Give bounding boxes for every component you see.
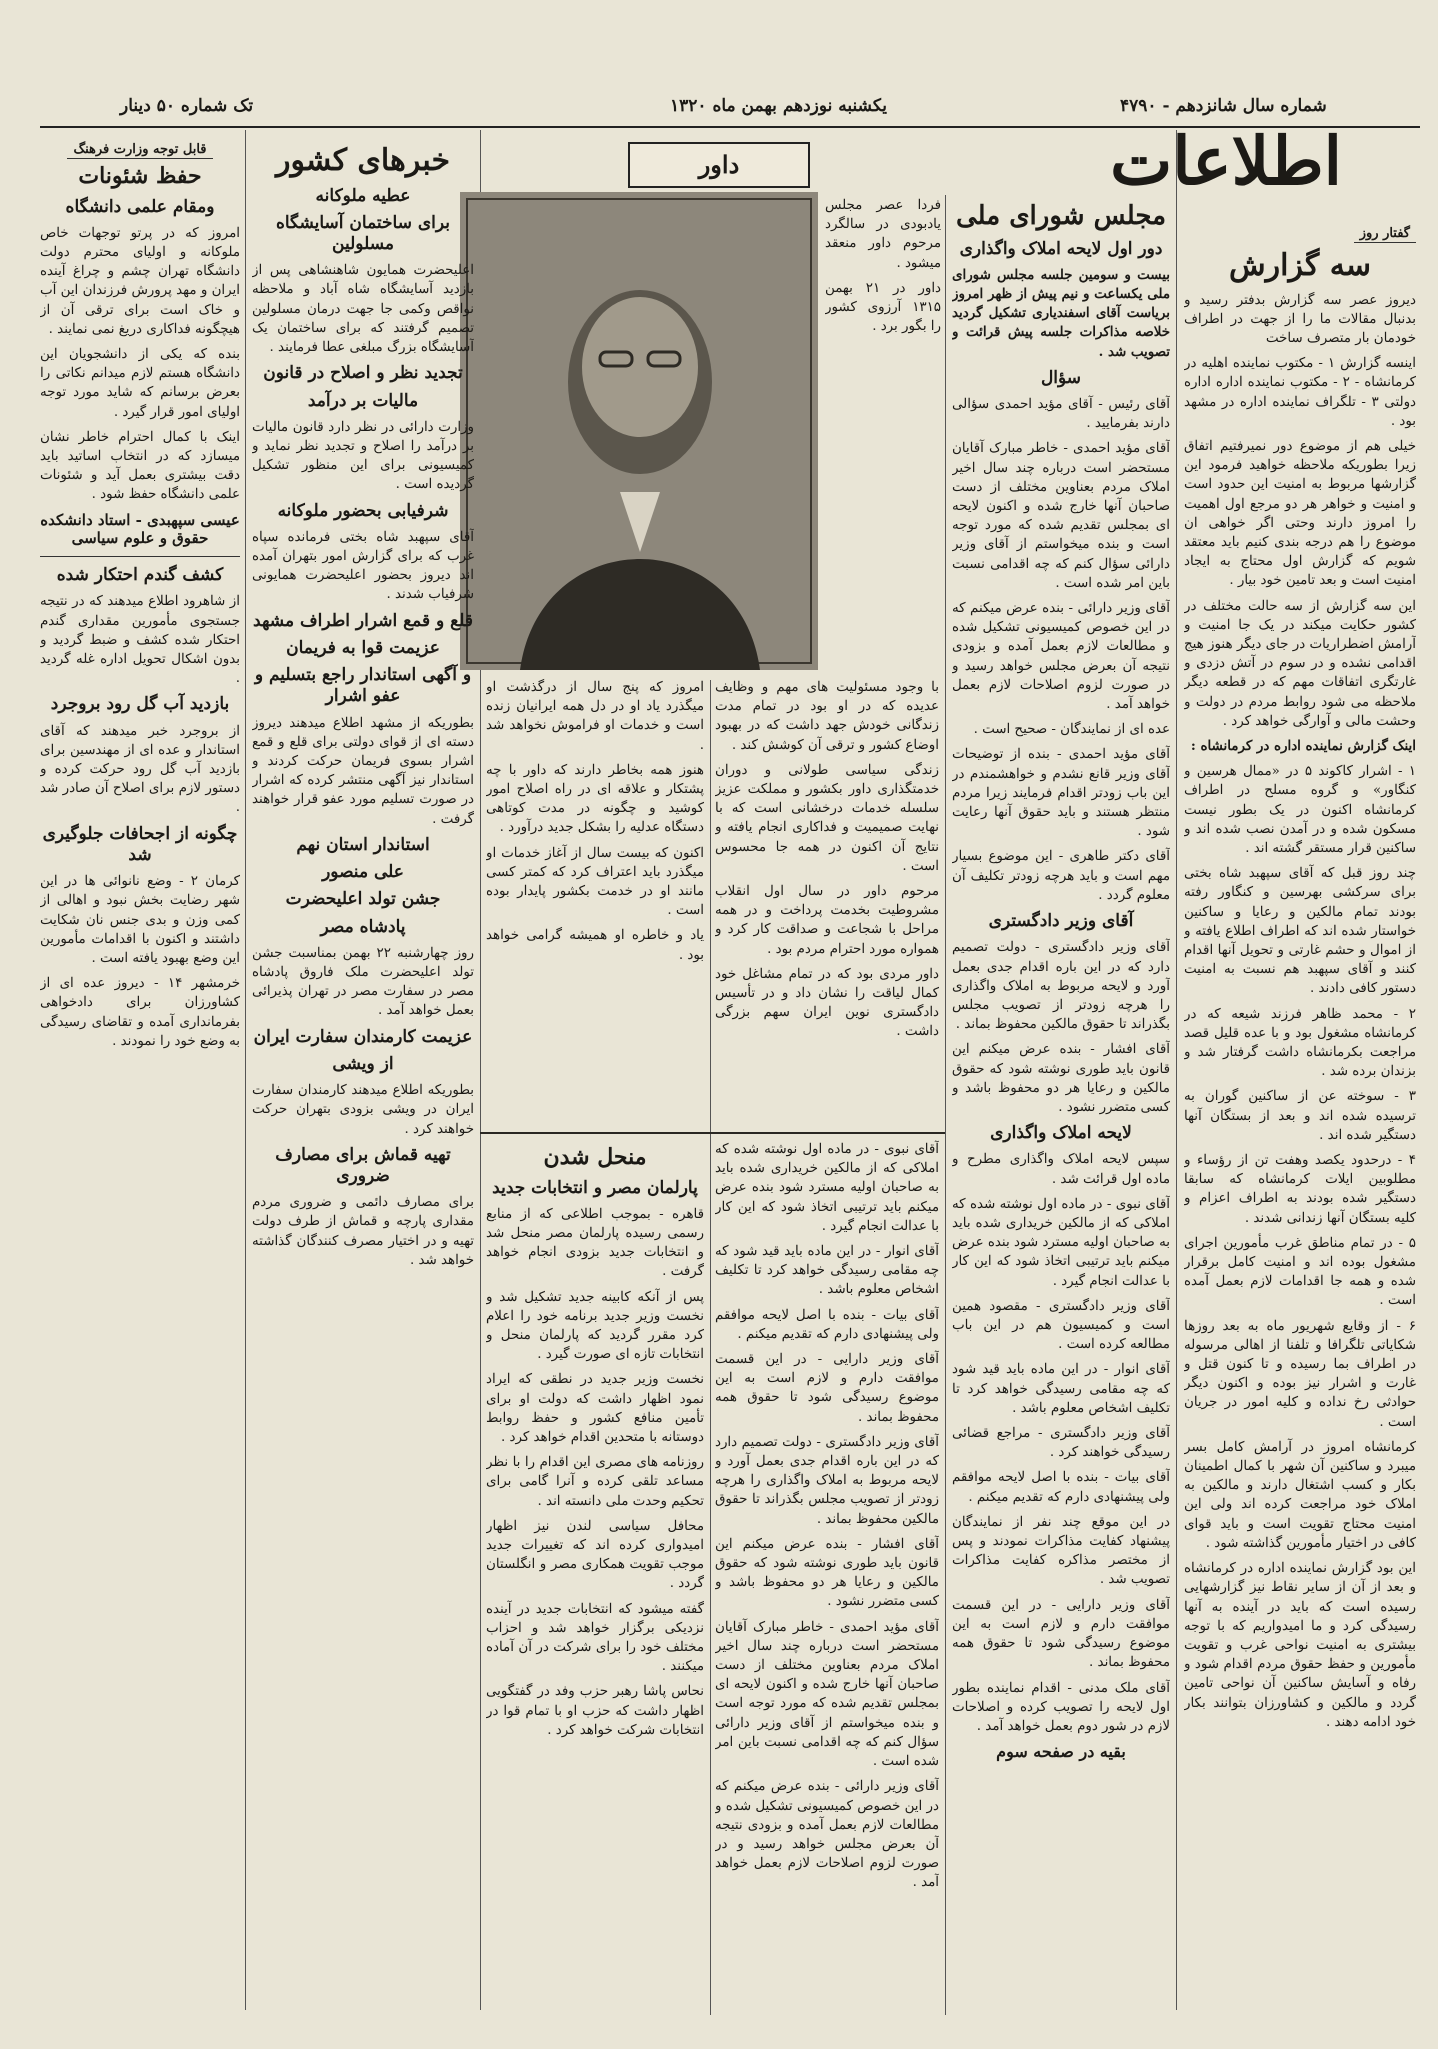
davar-box-title: داور <box>628 142 810 188</box>
paragraph: ۳ - سوخته عن از ساکنین گوران به ترسیده شده اند و بعد از بستگان آنها دستگیر شده اند . <box>1184 1089 1416 1143</box>
paragraph: قاهره - بموجب اطلاعی که از منابع رسمی رسیده پارلمان مصر منحل شد و انتخابات جدید بزودی انجام خواهد گرفت . <box>486 1206 704 1280</box>
paragraph: آقای مؤید احمدی - بنده از توضیحات آقای وزیر قانع نشدم و خواهشمندم در این باب زودتر اقدام فرمایند زیرا مردم منتظر هستند و باید حقوق آنها رعایت شود . <box>952 747 1170 840</box>
section-heading: لایحه املاک واگذاری <box>990 1123 1132 1144</box>
paragraph: بنده که یکی از دانشجویان این دانشگاه هستم لازم میدانم نکاتی را بعرض برسانم که شاید مورد توجه اولیای امور قرار گیرد . <box>40 346 240 420</box>
continued-note: بقیه در صفحه سوم <box>996 1742 1126 1762</box>
paragraph: مرحوم داور در سال اول انقلاب مشروطیت بخدمت پرداخت و در همه مراحل با شجاعت و صداقت کار کرد و همواره مورد احترام مردم بود . <box>715 884 939 957</box>
paragraph: ۴ - درحدود یکصد وهفت تن از رؤساء و مطلوبین ایلات کرمانشاه که سابقا دستگیر شده بودند به اطراف اعزام و کلیه بستگان آنها زندانی شدند . <box>1184 1153 1416 1226</box>
paragraph: ۵ - در تمام مناطق غرب مأمورین اجرای مشغول بوده اند و امنیت کامل برقرار شده و همه جا اقدامات لازم بعمل آمده است . <box>1184 1235 1416 1309</box>
issue-price: تک شماره ۵۰ دینار <box>120 96 254 116</box>
column-divider <box>710 680 711 2015</box>
portrait-photo <box>460 192 818 670</box>
column-divider <box>1176 130 1177 2010</box>
news-headline: جشن تولد اعلیحضرت <box>285 889 441 910</box>
paragraph: آقای ملک مدنی - اقدام نماینده بطور اول لایحه را تصویب کرده و اصلاحات لازم در شور دوم بعمل خواهد آمد . <box>952 1680 1170 1734</box>
section-heading: سؤال <box>1040 367 1082 388</box>
paragraph: دیروز عصر سه گزارش بدفتر رسید و بدنبال مقالات ما را از جهت در اطراف خودمان بار متصرف ساخت <box>1184 292 1416 346</box>
paragraph: آقای افشار - بنده عرض میکنم این قانون باید طوری نوشته شود که حقوق مالکین و رعایا هر دو محفوظ باشد و کسی متضرر نشود . <box>715 1536 939 1610</box>
egypt-subtitle: پارلمان مصر و انتخابات جدید <box>492 1177 698 1198</box>
paragraph: سپس لایحه املاک واگذاری مطرح و ماده اول قرائت شد . <box>952 1152 1170 1187</box>
paragraph: آقای رئیس - آقای مؤید احمدی سؤالی دارند بفرمایید . <box>952 397 1170 432</box>
section-heading: آقای وزیر دادگستری <box>988 911 1134 932</box>
photo-caption <box>825 196 941 676</box>
news-headline: کشف گندم احتکار شده <box>56 565 224 586</box>
issue-date: یکشنبه نوزدهم بهمن ماه ۱۳۲۰ <box>670 96 887 116</box>
news-headline: چگونه از اجحافات جلوگیری شد <box>42 823 238 865</box>
paragraph: اعلیحضرت همایون شاهنشاهی پس از بازدید آسایشگاه شاه آباد و ملاحظه نواقص وکمی جا جهت درمان مسلولین تصمیم گرفتند که برای ساختمان یک آسایشگاه بزرگ مبلغی عطا فرمایند . <box>252 263 474 356</box>
portrait-figure <box>460 192 818 670</box>
parliament-title: مجلس شورای ملی <box>955 201 1167 231</box>
paragraph: آقای سپهبد شاه بختی فرمانده سپاه غرب که برای گزارش امور بتهران آمده اند دیروز بحضور اعلیحضرت همایونی شرفیاب شدند . <box>252 529 474 603</box>
paragraph: آقای بیات - بنده با اصل لایحه موافقم ولی پیشنهادی دارم که تقدیم میکنم . <box>952 1470 1170 1505</box>
paragraph: یاد و خاطره او همیشه گرامی خواهد بود . <box>486 928 704 963</box>
culture-column <box>40 138 240 2012</box>
news-headline: عزیمت قوا به فریمان <box>286 637 440 658</box>
paragraph: اینک گزارش نماینده اداره در کرمانشاه : <box>1190 737 1416 754</box>
paragraph: آقای نبوی - در ماده اول نوشته شده که املاکی که از مالکین خریداری شده باید به صاحبان اولیه مسترد شود بنده عرض میکنم باید ترتیبی اتخاذ شود که این کار با عدالت انجام گیرد . <box>952 1196 1170 1289</box>
news-headline: عزیمت کارمندان سفارت ایران <box>253 1026 473 1047</box>
paragraph: آقای نبوی - در ماده اول نوشته شده که املاکی که از مالکین خریداری شده باید به صاحبان اولیه مسترد شود بنده عرض میکنم باید ترتیبی اتخاذ شود که این کار با عدالت انجام گیرد . <box>715 1142 939 1234</box>
culture-title: حفظ شئونات <box>78 163 202 189</box>
paragraph: زندگی سیاسی طولانی و دوران خدمتگذاری داور بکشور و مملکت عزیز سلسله خدمات درخشانی است که با نهایت صمیمیت و فداکاری انجام یافته و نتایج آن اکنون در همه جا محسوس است . <box>715 762 939 874</box>
news-headline: علی منصور <box>322 862 404 883</box>
divider <box>40 556 240 557</box>
paragraph: گفته میشود که انتخابات جدید در آینده نزدیکی برگزار خواهد شد و احزاب مختلف خود را برای شرکت در آن آماده میکنند . <box>486 1601 704 1675</box>
article-signature: عیسی سپهبدی - استاد دانشکده حقوق و علوم سیاسی <box>40 510 240 548</box>
parliament-subtitle: دور اول لایحه املاک واگذاری <box>959 238 1163 259</box>
culture-kicker: قابل توجه وزارت فرهنگ <box>67 141 212 159</box>
paragraph: بطوریکه از مشهد اطلاع میدهند دیروز دسته ای از قوای دولتی برای قلع و قمع اشرار بسوی فریمان حرکت کردند و استاندار نیز آگهی منتشر کرده که اشرار در صورت تسلیم مورد عفو قرار خواهند گرفت . <box>252 715 474 827</box>
news-headline: شرفیابی بحضور ملوکانه <box>277 500 449 521</box>
paragraph: ۲ - محمد ظاهر فرزند شیعه که در کرمانشاه مشغول بود و با عده قلیل قصد مراجعت بکرمانشاه داشت گرفتار شد و بزندان برده شد . <box>1184 1006 1416 1080</box>
paragraph: آقای افشار - بنده عرض میکنم این قانون باید طوری نوشته شود که حقوق مالکین و رعایا هر دو محفوظ باشد و کسی متضرر نشود . <box>952 1042 1170 1115</box>
paragraph: با وجود مسئولیت های مهم و وظایف عدیده که در او بود در تمام مدت زندگانی خودش جهد داشت که در بهبود اوضاع کشور و ترقی آن کوشش کند . <box>715 680 939 753</box>
paragraph: بطوریکه اطلاع میدهند کارمندان سفارت ایران در ویشی بزودی بتهران حرکت خواهند کرد . <box>252 1083 474 1137</box>
paragraph: آقای وزیر دادگستری - دولت تصمیم دارد که در این باره اقدام جدی بعمل آورد و لایحه مربوط به املاک واگذاری را هرچه زودتر از تصویب مجلس بگذراند تا حقوق مالکین محفوظ بماند . <box>715 1434 939 1527</box>
paragraph: محافل سیاسی لندن نیز اظهار امیدواری کرده اند که تغییرات جدید موجب تقویت همکاری مصر و انگلستان گردد . <box>486 1518 704 1592</box>
paragraph: برای مصارف دائمی و ضروری مردم مقداری پارچه و قماش از طرف دولت تهیه و در اختیار مصرف کنندگان گذاشته خواهد شد . <box>252 1195 474 1268</box>
paragraph: آقای وزیر دادگستری - مقصود همین است و کمیسیون هم در این باب مطالعه کرده است . <box>952 1298 1170 1353</box>
paragraph: اکنون که بیست سال از آغاز خدمات او میگذرد باید اعتراف کرد که کمتر کسی مانند او در خدمت بکشور پایدار بوده است . <box>486 845 704 919</box>
paragraph: آقای انوار - در این ماده باید قید شود که چه مقامی رسیدگی خواهد کرد تا تکلیف اشخاص معلوم باشد . <box>952 1362 1170 1416</box>
paragraph: نخست وزیر جدید در نطقی که ایراد نمود اظهار داشت که دولت او برای تأمین منافع کشور و حفظ روابط دوستانه با متحدین اقدام خواهد کرد . <box>486 1372 704 1445</box>
news-headline: تهیه قماش برای مصارف ضروری <box>275 1144 451 1187</box>
paragraph: خرمشهر ۱۴ - دیروز عده ای از کشاورزان برای دادخواهی بفرمانداری آمده و تقاضای رسیدگی به وضع خود را نمودند . <box>40 976 240 1049</box>
news-headline: قلع و قمع اشرار اطراف مشهد <box>253 610 473 631</box>
paragraph: این سه گزارش از سه حالت مختلف در کشور حکایت میکند در یک جا امنیت و آرامش اضطراریات در جای دیگر هنوز هیج اقدامی نشده و در سوم در آتش دزدی و غارتگری اتفاقات مهم که در قطعه دیگر ملاحظه می شود روابط مردم در دولت و وحشت مالی و آوارگی خواهد کرد . <box>1184 598 1416 729</box>
parliament-column <box>952 196 1170 2012</box>
editorial-title: سه گزارش <box>1229 248 1371 283</box>
davar-article-right <box>715 678 939 1130</box>
column-divider <box>245 130 246 2010</box>
paragraph: آقای وزیر دادگستری - دولت تصمیم دارد که در این باره اقدام جدی بعمل آورد و لایحه مربوط به املاک واگذاری را هرچه زودتر از تصویب مجلس بگذراند تا حقوق مالکین محفوظ بماند . <box>952 940 1170 1033</box>
paragraph: آقای انوار - در این ماده باید قید شود که چه مقامی رسیدگی خواهد کرد تا تکلیف اشخاص معلوم باشد . <box>715 1244 939 1298</box>
issue-number: شماره سال شانزدهم - ۴۷۹۰ <box>1120 96 1327 116</box>
paragraph: کرمان ۲ - وضع نانوائی ها در این شهر رضایت بخش نبود و اهالی از کمی وزن و بدی جنس نان شکایت داشتند و اکنون با اقدامات مأمورین این وضع بهبود یافته است . <box>40 874 240 966</box>
paragraph: از شاهرود اطلاع میدهند که در نتیجه جستجوی مأمورین مقداری گندم احتکار شده کشف و ضبط گردید و بدون اشکال تحویل اداره غله گردید . <box>40 594 240 687</box>
paragraph: آقای وزیر دارایی - در این قسمت موافقت دارم و لازم است به این موضوع رسیدگی شود تا حقوق همه محفوظ بماند . <box>952 1597 1170 1671</box>
news-headline: بازدید آب گل رود بروجرد <box>50 694 230 715</box>
paragraph: آقای وزیر دارائی - بنده عرض میکنم که در این خصوص کمیسیونی تشکیل شده و مطالعات لازم بعمل آمده و بزودی نتیجه آن بعرض مجلس خواهد رسید و در صورت لزوم اصلاحات لازم بعمل خواهد آمد . <box>715 1779 939 1891</box>
paragraph: در این موقع چند نفر از نمایندگان پیشنهاد کفایت مذاکرات نمودند و پس از مختصر مذاکره کفایت مذاکرات تصویب شد . <box>952 1514 1170 1588</box>
paragraph: آقای بیات - بنده با اصل لایحه موافقم ولی پیشنهادی دارم که تقدیم میکنم . <box>715 1307 939 1342</box>
caption-text: فردا عصر مجلس یادبودی در سالگرد مرحوم داور منعقد میشود . <box>825 198 941 271</box>
news-headline: و آگهی استاندار راجع بتسلیم و عفو اشرار <box>254 665 472 707</box>
davar-article-left <box>486 678 704 1130</box>
culture-subtitle: ومقام علمی دانشگاه <box>65 196 215 217</box>
paragraph: هنوز همه بخاطر دارند که داور با چه پشتکار و علاقه ای در راه اصلاح امور کوشید و چگونه در مدت کوتاهی دستگاه عدلیه را بشکل جدید درآورد . <box>486 762 704 836</box>
paragraph: آقای وزیر دارایی - در این قسمت موافقت دارم و لازم است به این موضوع رسیدگی شود تا حقوق همه محفوظ بماند . <box>715 1352 939 1425</box>
newspaper-logo: اطلاعات <box>1110 122 1342 200</box>
news-headline: عطیه ملوکانه <box>315 185 411 206</box>
paragraph: روز چهارشنبه ۲۲ بهمن بمناسبت جشن تولد اعلیحضرت ملک فاروق پادشاه مصر در سفارت مصر در تهران پذیرائی بعمل خواهد آمد . <box>252 945 474 1019</box>
paragraph: اینک با کمال احترام خاطر نشان میسازد که در انتخاب اساتید باید دقت بیشتری بعمل آید و شئونات علمی دانشگاه حفظ شود . <box>40 429 240 503</box>
paragraph: چند روز قبل که آقای سپهبد شاه بختی برای سرکشی بهرسین و کنگاور رفته بودند تمام مالکین و رعایا و ساکنین خواستار شده اند که اطراف اطلاع یافته و از اموال و حشم غارتی و تحویل آنها اقدام کنند و آقای سپهبد هم نسبت به امنیت دستور کافی دادند . <box>1184 866 1416 997</box>
paragraph: امروز که در پرتو توجهات خاص ملوکانه و اولیای محترم دولت دانشگاه تهران چشم و چراغ آینده ایران و مهد پرورش فرزندان این آب و خاک است برای ترقی آن از هیچگونه فداکاری دریغ نمی نمایند . <box>40 225 240 337</box>
paragraph: آقای وزیر دارائی - بنده عرض میکنم که در این خصوص کمیسیونی تشکیل شده و مطالعات لازم بعمل آمده و بزودی نتیجه آن بعرض مجلس خواهد رسید و در صورت لزوم اصلاحات لازم بعمل خواهد آمد . <box>952 601 1170 713</box>
country-news-column <box>252 138 474 2012</box>
country-news-title: خبرهای کشور <box>275 143 451 178</box>
paragraph: داور مردی بود که در تمام مشاغل خود کمال لیاقت را نشان داد و در تأسیس دادگستری نوین ایران سهم بزرگی داشت . <box>715 966 939 1040</box>
news-headline: برای ساختمان آسایشگاه مسلولین <box>275 212 451 254</box>
caption-text: داور در ۲۱ بهمن ۱۳۱۵ آرزوی کشور را بگور برد . <box>825 280 941 335</box>
news-headline: مالیات بر درآمد <box>307 390 419 411</box>
paragraph: عده ای از نمایندگان - صحیح است . <box>973 722 1170 738</box>
paragraph: وزارت دارائی در نظر دارد قانون مالیات بر درآمد را اصلاح و تجدید نظر نماید و کمیسیونی برای این منظور تشکیل گردیده است . <box>252 419 474 493</box>
news-headline: استاندار استان نهم <box>296 834 430 855</box>
news-headline: از ویشی <box>332 1053 394 1074</box>
section-rule <box>480 1132 945 1134</box>
editorial-column <box>1184 222 1416 2012</box>
paragraph: آقای مؤید احمدی - خاطر مبارک آقایان مستحضر است درباره چند سال اخیر املاک مردم بعناوین مختلف از دست صاحبان آنها خارج شده و اکنون لایحه ای بمجلس تقدیم شده که مورد توجه است و بنده میخواستم از آقای وزیر دارائی سؤال کنم که چه اقدامی نسبت باین امر شده است . <box>715 1619 939 1770</box>
paragraph: امروز که پنج سال از درگذشت او میگذرد یاد او در دل همه ایرانیان زنده است و خدمات او فراموش نخواهد شد . <box>486 680 704 753</box>
editorial-kicker: گفتار روز <box>1354 225 1416 243</box>
paragraph: روزنامه های مصری این اقدام را با نظر مساعد تلقی کرده و آنرا گامی برای تحکیم وحدت ملی دانسته اند . <box>486 1455 704 1509</box>
paragraph: کرمانشاه امروز در آرامش کامل بسر میبرد و ساکنین آن شهر با کمال اطمینان بکار و کسب اشتغال دارند و مالکین به املاک خود مراجعت کرده اند ولی این امنیت محتاج تقویت است و باید قوای کافی در اختیار مأمورین گذاشته شود . <box>1184 1439 1416 1551</box>
paragraph: آقای مؤید احمدی - خاطر مبارک آقایان مستحضر است درباره چند سال اخیر املاک مردم بعناوین مختلف از دست صاحبان آنها خارج شده و اکنون لایحه ای بمجلس تقدیم شده که مورد توجه است و بنده میخواستم از آقای وزیر دارائی سؤال کنم که چه اقدامی نسبت باین امر شده است . <box>952 441 1170 591</box>
news-headline: تجدید نظر و اصلاح در قانون <box>263 363 463 384</box>
paragraph: اینسه گزارش ۱ - مکتوب نماینده اهلیه در کرمانشاه - ۲ - مکتوب نماینده اداره اداره دولتی ۳ - تلگراف نماینده اداره در مشهد بود . <box>1184 356 1416 429</box>
paragraph: پس از آنکه کابینه جدید تشکیل شد و نخست وزیر جدید برنامه خود را اعلام کرد مقرر گردید که پارلمان منحل و انتخابات تازه ای صورت گیرد . <box>486 1289 704 1363</box>
column-divider <box>945 195 946 2015</box>
paragraph: آقای دکتر طاهری - این موضوع بسیار مهم است و باید هرچه زودتر تکلیف آن معلوم گردد . <box>952 849 1170 903</box>
paragraph: بیست و سومین جلسه مجلس شورای ملی یکساعت و نیم پیش از ظهر امروز بریاست آقای اسفندیاری تشکیل گردید خلاصه مذاکرات جلسه پیش قرائت و تصویب شد . <box>952 266 1170 360</box>
paragraph: این بود گزارش نماینده اداره در کرمانشاه و بعد از آن از سایر نقاط نیز گزارشهایی رسیده است که باید در آینده به آنها رسیدگی کرد و ما امیدواریم که با توجه بیشتری به امنیت نواحی غرب و تقویت مأمورین و حفظ حقوق مردم اقدام شود و رفاه و آسایش ساکنین آن نواحی تامین گردد و مالکین و کشاورزان بتوانند بکار خود ادامه دهند . <box>1184 1561 1416 1730</box>
egypt-title: منحل شدن <box>543 1144 647 1170</box>
paragraph: ۱ - اشرار کاکوند ۵ در «ممال هرسین و کنگاور» و گروه مسلح در اطراف کرمانشاه اکنون در یک بطور نیست مسکون شده و در آمدن نصب شده اند و ساکنین قرار مستقر گشته اند . <box>1184 764 1416 856</box>
egypt-article <box>486 1140 704 2010</box>
parliament-continued <box>715 1140 939 2010</box>
paragraph: ۶ - از وقایع شهریور ماه به بعد روزها شکایاتی تلگرافا و تلفنا از اهالی مرسوله در اطراف بما رسیده و تا کنون قتل و غارت و اشرار نیز بوده و اکنون دیگر حوادثی رخ نداده و کلیه امور در جریان است . <box>1184 1318 1416 1430</box>
paragraph: آقای وزیر دادگستری - مراجع قضائی رسیدگی خواهند کرد . <box>952 1426 1170 1461</box>
paragraph: نحاس پاشا رهبر حزب وفد در گفتگویی اظهار داشت که حزب او با تمام قوا در انتخابات شرکت خواهد کرد . <box>486 1684 704 1738</box>
paragraph: خیلی هم از موضوع دور نمیرفتیم اتفاق زیرا بطوریکه ملاحظه خواهید فرمود این گزارشها مربوط به امنیت این حدود است و امنیت و خواهر هر دو مرجع اول اهمیت را امروز دارند وحتی اگر خواهی ان موضوع را هم درجه بندی کنیم باید معتقد شویم که گزارش اول محتاج به ایجاد امنیت است و بعد تامین خود بیار . <box>1184 438 1416 589</box>
news-headline: پادشاه مصر <box>320 916 406 937</box>
paragraph: از بروجرد خبر میدهند که آقای استاندار و عده ای از مهندسین برای بازدید آب گل رود حرکت کرده و دستور لازم برای اصلاح آن صادر شد . <box>40 723 240 816</box>
